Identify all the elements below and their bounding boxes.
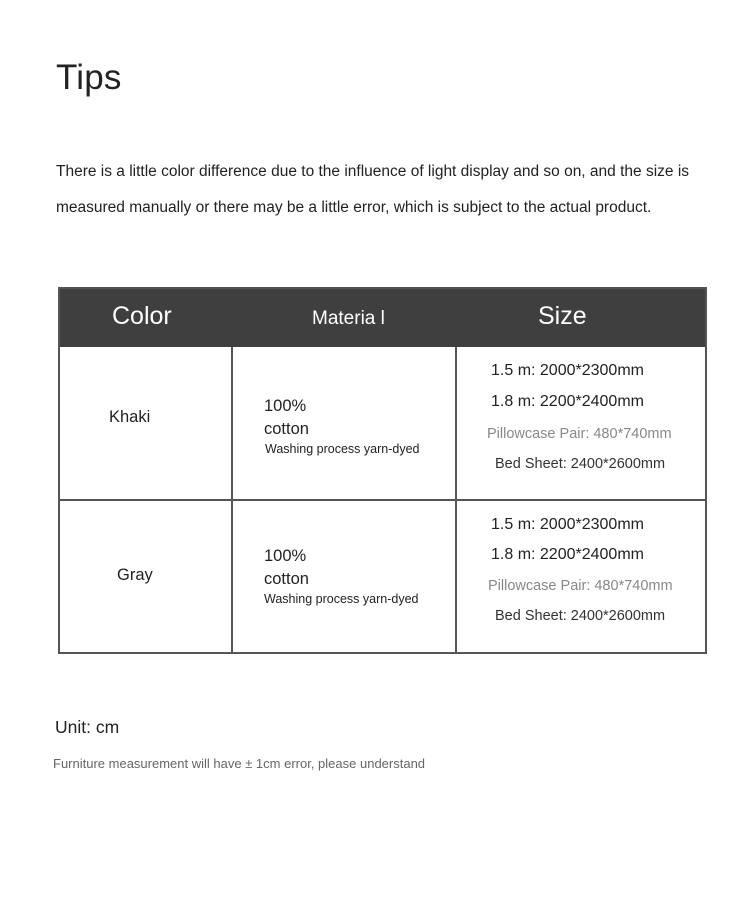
measurement-disclaimer: Furniture measurement will have ± 1cm error, please understand: [53, 756, 426, 771]
row-1-size-2: 1.8 m: 2200*2400mm: [491, 393, 644, 410]
row-2-material-sub: Washing process yarn-dyed: [264, 592, 419, 606]
row-1-material-main-2: cotton: [264, 420, 309, 438]
tips-note-line-2: measured manually or there may be a little error, which is subject to the actual product.: [56, 199, 652, 216]
row-2-material-main-1: 100%: [264, 547, 307, 565]
header-size: Size: [538, 302, 587, 330]
row-1-material-sub: Washing process yarn-dyed: [265, 442, 420, 456]
row-1-bed-sheet: Bed Sheet: 2400*2600mm: [495, 456, 666, 472]
row-1-size-1: 1.5 m: 2000*2300mm: [491, 362, 644, 379]
page-title: Tips: [56, 58, 122, 97]
row-1-pillowcase: Pillowcase Pair: 480*740mm: [487, 426, 672, 442]
header-material: Materia l: [312, 308, 385, 329]
row-2-color: Gray: [117, 566, 153, 584]
row-2-size-2: 1.8 m: 2200*2400mm: [491, 546, 644, 563]
row-2-size-1: 1.5 m: 2000*2300mm: [491, 516, 644, 533]
row-2-bed-sheet: Bed Sheet: 2400*2600mm: [495, 608, 666, 624]
tips-note-line-1: There is a little color difference due to the influence of light display and so on, and the size is: [56, 163, 690, 180]
row-2-pillowcase: Pillowcase Pair: 480*740mm: [488, 578, 673, 594]
table-header: [60, 289, 705, 347]
row-1-material-main-1: 100%: [264, 397, 307, 415]
row-divider: [60, 499, 705, 501]
product-spec-table: [58, 287, 707, 654]
row-2-material-main-2: cotton: [264, 570, 309, 588]
header-color: Color: [112, 302, 172, 330]
row-1-color: Khaki: [109, 408, 151, 426]
unit-label: Unit: cm: [55, 717, 120, 737]
